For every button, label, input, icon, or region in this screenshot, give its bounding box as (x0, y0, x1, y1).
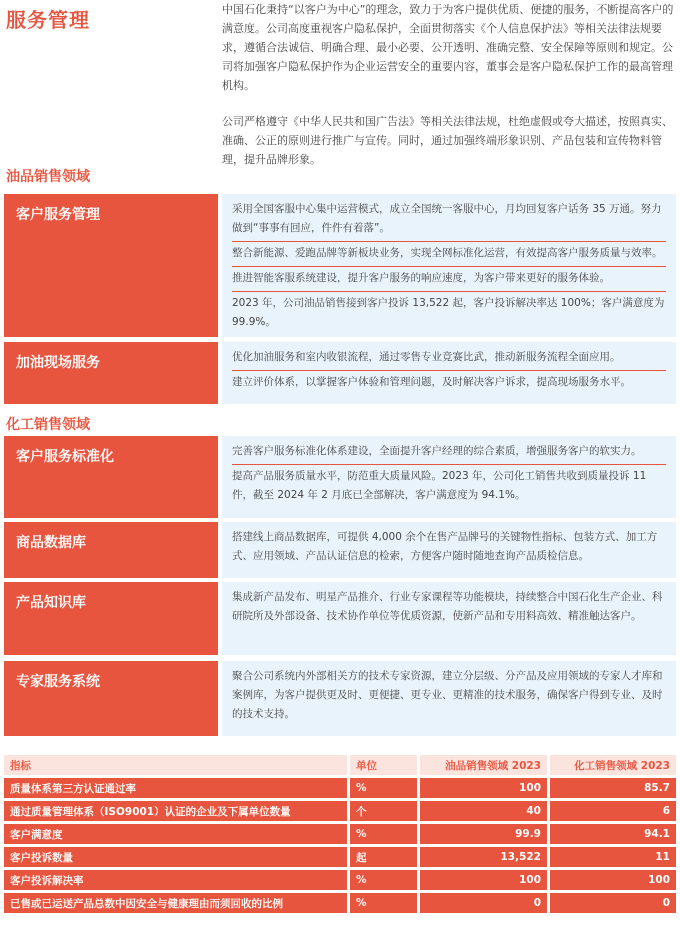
service-row (4, 194, 676, 337)
kpi-oil-value: 99.9 (417, 824, 547, 844)
service-item: 整合新能源、爱跑品牌等新板块业务，实现全网标准化运营，有效提高客户服务质量与效率。 (232, 242, 666, 267)
service-item: 搭建线上商品数据库，可提供 4,000 余个在售产品牌号的关键物性指标、包装方式、加工方式、应用领域、产品认证信息的检索，方便客户随时随地查询产品质检信息。 (232, 531, 658, 562)
service-category: 专家服务系统 (4, 661, 218, 736)
intro-paragraph: 公司严格遵守《中华人民共和国广告法》等相关法律法规，杜绝虚假或夸大描述，按照真实、准确、公正的原则进行推广与宣传。同时，通过加强终端形象识别、产品包装和宣传物料管理，提升品牌形象。 (222, 115, 673, 166)
service-description (222, 436, 676, 518)
service-category: 客户服务管理 (4, 194, 218, 337)
kpi-oil-value: 40 (417, 801, 547, 821)
intro-paragraph: 中国石化秉持“以客户为中心”的理念，致力于为客户提供优质、便捷的服务，不断提高客户的满意度。公司高度重视客户隐私保护，全面贯彻落实《个人信息保护法》等相关法律法规要求，遵循合法诚信、明确合理、最小必要、公开透明、准确完整、安全保障等原则和规定。公司将加强客户隐私保护作为企业运营安全的重要内容，董事会是客户隐私保护工作的最高管理机构。 (222, 3, 674, 92)
service-category: 加油现场服务 (4, 342, 218, 404)
kpi-chem-value: 0 (547, 893, 676, 913)
kpi-header-row (4, 755, 676, 775)
service-item: 提高产品服务质量水平，防范重大质量风险。2023 年，公司化工销售共收到质量投诉 11 件，截至 2024 年 2 月底已全部解决，客户满意度为 94.1%。 (232, 470, 647, 501)
kpi-unit: 个 (347, 801, 417, 821)
kpi-chem-value: 11 (547, 847, 676, 867)
service-row (4, 522, 676, 578)
kpi-oil-value: 13,522 (417, 847, 547, 867)
service-item: 采用全国客服中心集中运营模式，成立全国统一客服中心，月均回复客户话务 35 万通。努力做到“事事有回应，件件有着落”。 (232, 198, 666, 242)
service-row (4, 342, 676, 404)
service-description (222, 661, 676, 736)
kpi-header-oil: 油品销售领域 2023 (417, 755, 547, 775)
kpi-indicator: 已售或已运送产品总数中因安全与健康理由而须回收的比例 (4, 893, 347, 913)
service-description (222, 522, 676, 578)
service-item: 2023 年，公司油品销售接到客户投诉 13,522 起，客户投诉解决率达 100%；客户满意度为 99.9%。 (232, 297, 665, 328)
kpi-indicator: 通过质量管理体系（ISO9001）认证的企业及下属单位数量 (4, 801, 347, 821)
kpi-chem-value: 100 (547, 870, 676, 890)
table-row (4, 824, 676, 844)
service-item: 建立评价体系，以掌握客户体验和管理问题，及时解决客户诉求，提高现场服务水平。 (232, 376, 631, 388)
kpi-table (4, 752, 676, 916)
section-title-chem: 化工销售领域 (6, 417, 90, 433)
service-row (4, 436, 676, 518)
service-description (222, 194, 676, 337)
service-row (4, 661, 676, 736)
kpi-unit: 起 (347, 847, 417, 867)
kpi-unit: % (347, 870, 417, 890)
service-item: 聚合公司系统内外部相关方的技术专家资源，建立分层级、分产品及应用领域的专家人才库和案例库，为客户提供更及时、更便捷、更专业、更精准的技术服务，确保客户得到专业、及时的技术支持。 (232, 670, 663, 720)
kpi-indicator: 客户投诉数量 (4, 847, 347, 867)
service-category: 商品数据库 (4, 522, 218, 578)
kpi-indicator: 客户投诉解决率 (4, 870, 347, 890)
kpi-chem-value: 6 (547, 801, 676, 821)
service-description (222, 582, 676, 655)
intro-text (222, 0, 674, 169)
kpi-chem-value: 85.7 (547, 778, 676, 798)
kpi-header-chem: 化工销售领域 2023 (547, 755, 676, 775)
kpi-unit: % (347, 778, 417, 798)
service-item: 优化加油服务和室内收银流程，通过零售专业竞赛比武，推动新服务流程全面应用。 (232, 346, 666, 371)
table-row (4, 870, 676, 890)
section-title-oil: 油品销售领域 (6, 169, 90, 185)
kpi-unit: % (347, 824, 417, 844)
kpi-indicator: 客户满意度 (4, 824, 347, 844)
table-row (4, 778, 676, 798)
kpi-header-indicator: 指标 (4, 755, 347, 775)
kpi-oil-value: 100 (417, 870, 547, 890)
table-row (4, 801, 676, 821)
service-description (222, 342, 676, 404)
kpi-indicator: 质量体系第三方认证通过率 (4, 778, 347, 798)
page-title: 服务管理 (6, 8, 90, 32)
service-item: 推进智能客服系统建设，提升客户服务的响应速度，为客户带来更好的服务体验。 (232, 267, 666, 292)
service-item: 集成新产品发布、明星产品推介、行业专家课程等功能模块，持续整合中国石化生产企业、科研院所及外部设备、技术协作单位等优质资源，使新产品和专用料高效、精准触达客户。 (232, 591, 663, 622)
table-row (4, 847, 676, 867)
kpi-oil-value: 0 (417, 893, 547, 913)
service-row (4, 582, 676, 655)
kpi-chem-value: 94.1 (547, 824, 676, 844)
table-row (4, 893, 676, 913)
service-category: 客户服务标准化 (4, 436, 218, 518)
service-category: 产品知识库 (4, 582, 218, 655)
kpi-oil-value: 100 (417, 778, 547, 798)
service-item: 完善客户服务标准化体系建设，全面提升客户经理的综合素质，增强服务客户的软实力。 (232, 440, 666, 465)
kpi-unit: % (347, 893, 417, 913)
kpi-header-unit: 单位 (347, 755, 417, 775)
